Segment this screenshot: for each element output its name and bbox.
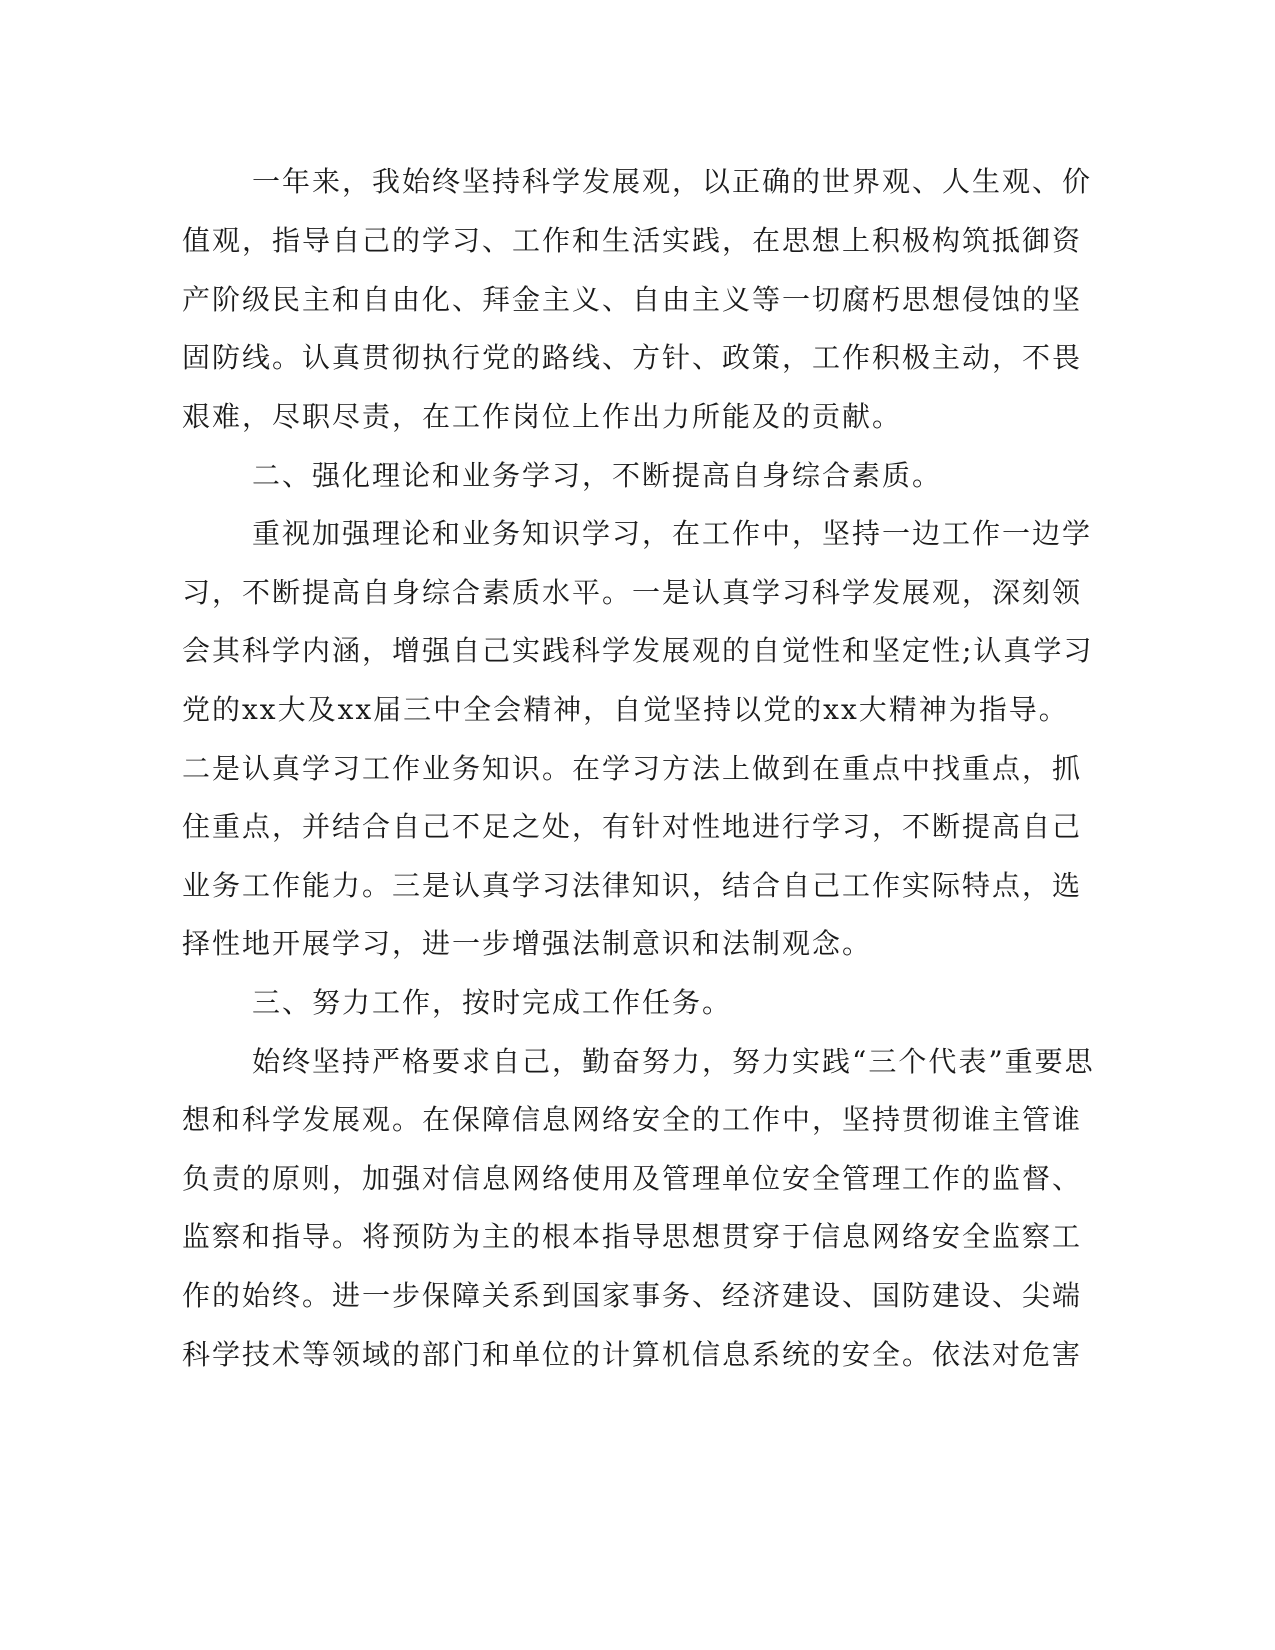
paragraph-line: 住重点，并结合自己不足之处，有针对性地进行学习，不断提高自己: [182, 810, 1083, 843]
paragraph-line: 择性地开展学习，进一步增强法制意识和法制观念。: [182, 927, 873, 960]
paragraph-line: 固防线。认真贯彻执行党的路线、方针、政策，工作积极主动，不畏: [182, 341, 1083, 374]
paragraph-line: 习，不断提高自身综合素质水平。一是认真学习科学发展观，深刻领: [182, 576, 1083, 609]
paragraph-line: 监察和指导。将预防为主的根本指导思想贯穿于信息网络安全监察工: [182, 1220, 1083, 1253]
paragraph-line: 党的xx大及xx届三中全会精神，自觉坚持以党的xx大精神为指导。: [182, 693, 1069, 726]
paragraph-line: 想和科学发展观。在保障信息网络安全的工作中，坚持贯彻谁主管谁: [182, 1103, 1083, 1136]
paragraph-line: 产阶级民主和自由化、拜金主义、自由主义等一切腐朽思想侵蚀的坚: [182, 283, 1083, 316]
paragraph-line: 会其科学内涵，增强自己实践科学发展观的自觉性和坚定性;认真学习: [182, 634, 1094, 667]
paragraph-line: 作的始终。进一步保障关系到国家事务、经济建设、国防建设、尖端: [182, 1279, 1083, 1312]
paragraph-line: 一年来，我始终坚持科学发展观，以正确的世界观、人生观、价: [252, 165, 1093, 198]
paragraph-line: 重视加强理论和业务知识学习，在工作中，坚持一边工作一边学: [252, 517, 1093, 550]
paragraph-line: 负责的原则，加强对信息网络使用及管理单位安全管理工作的监督、: [182, 1162, 1083, 1195]
paragraph-line: 艰难，尽职尽责，在工作岗位上作出力所能及的贡献。: [182, 400, 903, 433]
paragraph-line: 值观，指导自己的学习、工作和生活实践，在思想上积极构筑抵御资: [182, 224, 1083, 257]
paragraph-line: 始终坚持严格要求自己，勤奋努力，努力实践“三个代表”重要思: [252, 1045, 1095, 1078]
paragraph-line: 业务工作能力。三是认真学习法律知识，结合自己工作实际特点，选: [182, 869, 1083, 902]
section-heading: 三、努力工作，按时完成工作任务。: [252, 986, 733, 1019]
paragraph-line: 科学技术等领域的部门和单位的计算机信息系统的安全。依法对危害: [182, 1338, 1083, 1371]
section-heading: 二、强化理论和业务学习，不断提高自身综合素质。: [252, 459, 943, 492]
paragraph-line: 二是认真学习工作业务知识。在学习方法上做到在重点中找重点，抓: [182, 752, 1083, 785]
